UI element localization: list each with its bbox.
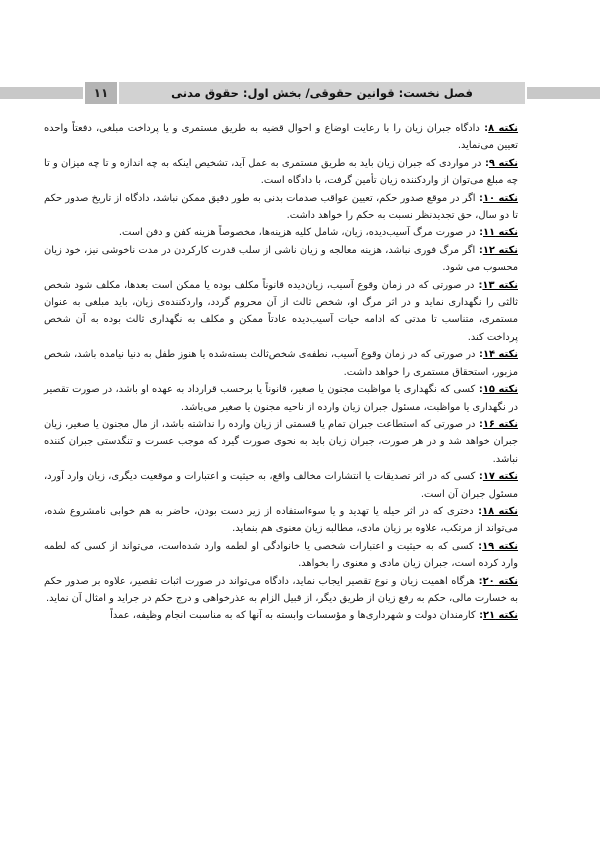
- note-18: نکته ۱۸: دختری که در اثر حیله یا تهدید و یا سوءاستفاده از زیر دست بودن، حاضر به هم خوابی نامشروع شده، می‌تواند از مرتکب، علاوه بر زیان مادی، مطالبه زیان معنوی هم بنماید.: [44, 505, 518, 535]
- note-label: نکته ۲۰: [482, 575, 518, 587]
- note-12: نکته ۱۲: اگر مرگ فوری نباشد، هزینه معالجه و زیان ناشی از سلب قدرت کارکردن در مدت ناخوشی نیز، خود زیان محسوب می شود.: [44, 244, 518, 274]
- notes-body: [44, 120, 518, 625]
- note-13: نکته ۱۳: در صورتی که در زمان وقوع آسیب، زیان‌دیده قانوناً مکلف بوده یا ممکن است بعدها، مکلف شود شخص ثالثی را نگهداری نماید و در اثر مرگ او، شخص ثالث از آن محروم گردد، وارد‌کننده‌ی زیان، باید مبلغی به عنوان مستمری، متناسب تا مدتی که ادامه حیات آسیب‌دیده عادتاً ممکن و مکلف به نگهداری ثالث بوده به آن شخص پرداخت کند.: [44, 279, 518, 343]
- note-9: نکته ۹: در مواردی که جبران زیان باید به طریق مستمری به عمل آید، تشخیص اینکه به چه اندازه و تا چه میزان و تا چه مبلغ می‌توان از وارد‌کننده زیان تأمین گرفت، با دادگاه است.: [44, 157, 518, 187]
- note-label: نکته ۱۳: [482, 279, 518, 291]
- note-19: نکته ۱۹: کسی که به حیثیت و اعتبارات شخصی یا خانوادگی او لطمه وارد شده‌است، می‌تواند از کسی که لطمه وارد کرده است، جبران زیان مادی و معنوی را بخواهد.: [44, 540, 519, 570]
- note-text: دادگاه جبران زیان را با رعایت اوضاع و احوال قضیه به طریق مستمری و یا پرداخت مبلغی، دفعتاً واحده تعیین می‌نماید.: [44, 123, 518, 152]
- page-number: ۱۱: [85, 82, 117, 104]
- note-text: دختری که در اثر حیله یا تهدید و یا سوءاستفاده از زیر دست بودن، حاضر به هم خوابی نامشروع شده، می‌تواند از مرتکب، علاوه بر زیان مادی، مطالبه زیان معنوی هم بنماید.: [44, 505, 518, 535]
- note-text: در صورتی که استطاعت جبران تمام یا قسمتی از زیان وارده را نداشته باشد، از مال مجنون یا صغیر، زیان جبران خواهد شد و در هر صورت، جبران زیان باید به نحوی صورت گیرد که موجب عسرت و تنگدستی جبران کننده نباشد.: [44, 418, 518, 465]
- chapter-title: فصل نخست: قوانین حقوقی/ بخش اول: حقوق مدنی: [119, 82, 525, 104]
- note-label: نکته ۹: [488, 157, 518, 169]
- note-text: اگر در موقع صدور حکم، تعیین عواقب صدمات بدنی به طور دقیق ممکن نباشد، دادگاه از تاریخ صدور حکم تا دو سال، حق تجدیدنظر نسبت به حکم را خواهد داشت.: [44, 192, 518, 222]
- note-label: نکته ۱۹: [482, 540, 519, 552]
- note-16: نکته ۱۶: در صورتی که استطاعت جبران تمام یا قسمتی از زیان وارده را نداشته باشد، از مال مجنون یا صغیر، زیان جبران خواهد شد و در هر صورت، جبران زیان باید به نحوی صورت گیرد که موجب عسرت و تنگدستی جبران کننده نباشد.: [44, 418, 518, 465]
- running-header: [0, 82, 600, 104]
- note-21: نکته ۲۱: کارمندان دولت و شهرداری‌ها و مؤسسات وابسته به آنها که به مناسبت انجام وظیفه، عمداً: [110, 610, 518, 622]
- note-text: در صورتی که در زمان وقوع آسیب، نطفه‌ی شخص‌ثالث بسته‌شده یا هنوز طفل به دنیا نیامده باشد، شخص مزبور، استحقاق مستمری را خواهد داشت.: [44, 349, 518, 378]
- note-text: اگر مرگ فوری نباشد، هزینه معالجه و زیان ناشی از سلب قدرت کارکردن در مدت ناخوشی نیز، خود زیان محسوب می شود.: [44, 244, 518, 274]
- note-label: نکته ۱۱: [483, 227, 518, 239]
- note-label: نکته ۱۸: [482, 505, 518, 517]
- note-11: نکته ۱۱: در صورت مرگ آسیب‌دیده، زیان، شامل کلیه هزینه‌ها، مخصوصاً هزینه کفن و دفن است.: [118, 227, 518, 239]
- note-10: نکته ۱۰: اگر در موقع صدور حکم، تعیین عواقب صدمات بدنی به طور دقیق ممکن نباشد، دادگاه از تاریخ صدور حکم تا دو سال، حق تجدیدنظر نسبت به حکم را خواهد داشت.: [44, 192, 518, 222]
- note-label: نکته ۲۱: [483, 610, 518, 622]
- note-14: نکته ۱۴: در صورتی که در زمان وقوع آسیب، نطفه‌ی شخص‌ثالث بسته‌شده یا هنوز طفل به دنیا نیامده باشد، شخص مزبور، استحقاق مستمری را خواهد داشت.: [44, 349, 518, 378]
- note-8: نکته ۸: دادگاه جبران زیان را با رعایت اوضاع و احوال قضیه به طریق مستمری و یا پرداخت مبلغی، دفعتاً واحده تعیین می‌نماید.: [44, 123, 519, 152]
- note-label: نکته ۸: [488, 123, 519, 134]
- note-20: نکته ۲۰: هرگاه اهمیت زیان و نوع تقصیر ایجاب نماید، دادگاه می‌تواند در صورت اثبات تقصیر، علاوه بر صدور حکم به خسارت مالی، حکم به رفع زیان از طریق دیگر، از قبیل الزام به عذرخواهی و درج حکم در جراید و امثال آن نماید.: [44, 575, 518, 604]
- header-bar-right: [527, 87, 600, 99]
- note-text: کسی که به حیثیت و اعتبارات شخصی یا خانوادگی او لطمه وارد شده‌است، می‌تواند از کسی که لطمه وارد کرده است، جبران زیان مادی و معنوی را بخواهد.: [44, 540, 518, 570]
- note-text: در صورتی که در زمان وقوع آسیب، زیان‌دیده قانوناً مکلف بوده یا ممکن است بعدها، مکلف شود شخص ثالثی را نگهداری نماید و در اثر مرگ او، شخص ثالث از آن محروم گردد، وارد‌کننده‌ی زیان، باید مبلغی به عنوان مستمری، متناسب تا مدتی که ادامه حیات آسیب‌دیده عادتاً ممکن و مکلف به نگهداری ثالث بوده به آن شخص پرداخت کند.: [44, 279, 518, 343]
- note-label: نکته ۱۲: [482, 244, 518, 256]
- note-text: در مواردی که جبران زیان باید به طریق مستمری به عمل آید، تشخیص اینکه به چه اندازه و تا چه میزان و تا چه مبلغ می‌توان از وارد‌کننده زیان تأمین گرفت، با دادگاه است.: [44, 157, 518, 187]
- note-text: در صورت مرگ آسیب‌دیده، زیان، شامل کلیه هزینه‌ها، مخصوصاً هزینه کفن و دفن است.: [118, 227, 476, 239]
- note-text: کسی که در اثر تصدیقات یا انتشارات مخالف واقع، به حیثیت و اعتبارات و موقعیت دیگری، زیان وارد آورد، مسئول جبران آن است.: [44, 471, 518, 500]
- note-17: نکته ۱۷: کسی که در اثر تصدیقات یا انتشارات مخالف واقع، به حیثیت و اعتبارات و موقعیت دیگری، زیان وارد آورد، مسئول جبران آن است.: [44, 471, 518, 500]
- header-bar-left: [0, 87, 83, 99]
- note-text: کارمندان دولت و شهرداری‌ها و مؤسسات وابسته به آنها که به مناسبت انجام وظیفه، عمداً: [110, 610, 476, 622]
- note-text: کسی که نگهداری یا مواظبت مجنون یا صغیر، قانوناً یا برحسب قرارداد به عهده او باشد، در صورت تقصیر در نگهداری یا مواظبت، مسئول جبران زیان وارده از ناحیه مجنون یا صغیر می‌باشد.: [44, 384, 518, 413]
- note-label: نکته ۱۵: [482, 384, 518, 396]
- note-text: هرگاه اهمیت زیان و نوع تقصیر ایجاب نماید، دادگاه می‌تواند در صورت اثبات تقصیر، علاوه بر صدور حکم به خسارت مالی، حکم به رفع زیان از طریق دیگر، از قبیل الزام به عذرخواهی و درج حکم در جراید و امثال آن نماید.: [44, 575, 518, 604]
- note-label: نکته ۱۰: [482, 192, 518, 204]
- note-label: نکته ۱۷: [482, 471, 518, 483]
- note-label: نکته ۱۴: [482, 349, 518, 361]
- note-label: نکته ۱۶: [482, 418, 518, 430]
- note-15: نکته ۱۵: کسی که نگهداری یا مواظبت مجنون یا صغیر، قانوناً یا برحسب قرارداد به عهده او باشد، در صورت تقصیر در نگهداری یا مواظبت، مسئول جبران زیان وارده از ناحیه مجنون یا صغیر می‌باشد.: [44, 384, 518, 413]
